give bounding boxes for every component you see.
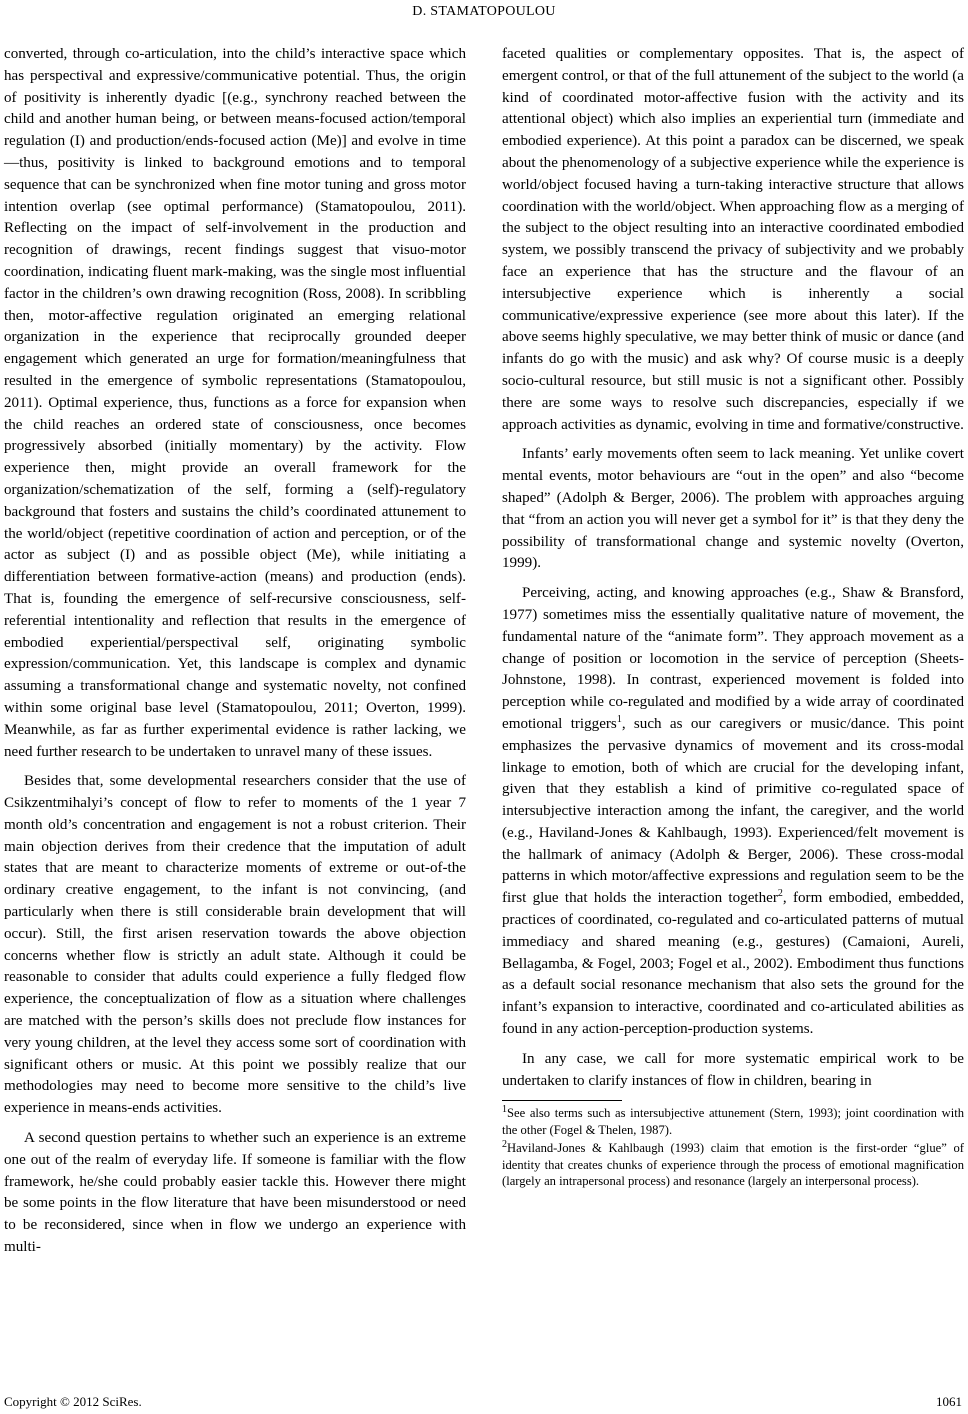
footnote (502, 1140, 964, 1189)
body-paragraph: faceted qualities or complementary opposites. That is, the aspect of emergent control, or that of the full attunement of the subject to the world (a kind of coordinated motor-affective fusion with the activity and its attentional object) which also implies an experiential turn (immediate and embodied experience). At this point a paradox can be discerned, we speak about the phenomenology of a subjective experience while the experience is world/object focused having a turn-taking interactive structure that allows coordination with the world/object. When approaching flow as a merging of the subject to the object resulting into an interactive coordinated embodied system, we possibly transcend the privacy of subjectivity and we probably face an experience that has the structure and the flavour of an intersubjective experience which is inherently a social communicative/expressive experience (see more about this later). If the above seems highly speculative, we may better think of music or dance (and infants do go with the music) and ask why? Of course music is a deeply socio-cultural resource, but still music is not a significant other. Possibly there are some ways to resolve such discrepancies, especially if we approach activities as dynamic, evolving in time and formative/constructive. (502, 46, 964, 433)
paragraph-text: Perceiving, acting, and knowing approaches (e.g., Shaw & Bransford, 1977) sometimes miss the essentially qualitative nature of movement, the fundamental nature of the “animate form”. They approach movement as a change of position or locomotion in the service of perception (Sheets-Johnstone, 1998). In contrast, experienced movement is folded into perception while co-regulated and modified by a wide array of coordinated emotional triggers (502, 585, 964, 732)
paragraph-text: , form embodied, embedded, practices of coordinated, co-regulated and co-articulated patterns of mutual immediacy and shared meaning (e.g., gestures) (Camaioni, Aureli, Bellagamba, & Fogel, 2003; Fogel et al., 2002). Embodiment thus functions as a default social resonance mechanism that also sets the ground for the infant’s expansion to interactive, coordinated and co-articulated abilities as found in any action-perception-production systems. (502, 890, 965, 1038)
right-column (502, 44, 964, 1191)
body-paragraph: Infants’ early movements often seem to lack meaning. Yet unlike covert mental events, motor behaviours are “out in the open” and also “become shaped” (Adolph & Berger, 2006). The problem with approaches arguing that “from an action you will never get a symbol for it” is that they deny the possibility of transformational change and systemic novelty (Overton, 1999). (502, 446, 964, 572)
body-paragraph (502, 583, 964, 1041)
footnote (502, 1105, 964, 1138)
footnote-marker: 1 (616, 713, 622, 725)
footnote-text: See also terms such as intersubjective attunement (Stern, 1993); joint coordination with the other (Fogel & Thelen, 1987). (502, 1106, 964, 1137)
body-paragraph: In any case, we call for more systematic empirical work to be undertaken to clarify instances of flow in children, bearing in (502, 1050, 964, 1089)
left-column (4, 44, 466, 1267)
copyright-notice: Copyright © 2012 SciRes. (4, 1394, 142, 1409)
footnote-marker: 2 (777, 888, 783, 900)
running-head: D. STAMATOPOULOU (412, 4, 556, 19)
body-paragraph: Besides that, some developmental researchers consider that the use of Csikzentmihalyi’s concept of flow to refer to moments of the 1 year 7 month old’s concentration and engagement is not a robust criterion. Their main objection derives from their credence that the imputation of adult states that are meant to characterize moments of extreme or out-of-the ordinary creative engagement, to the infant is not convincing, (and particularly when there is still considerable brain development that will occur). Still, the first arisen reservation towards the above objection concerns whether flow is strictly an adult state. Although it could be reasonable to consider that adults could experience a fully fledged flow experience, the conceptualization of flow as a situation where challenges are matched with the person’s skills does not preclude flow instances for very young children, at the level they access some sort of coordination with significant others or music. At this point we possibly realize that our methodologies may need to become more sensitive to the child’s live experience in means-ends activities. (4, 773, 466, 1117)
paragraph-text: , such as our caregivers or music/dance. This point emphasizes the pervasive dynamics of movement and its cross-modal linkage to emotion, both of which are crucial for the developing infant, given that they establish a kind of primitive co-regulated space of intersubjective interaction among the infant, the caregiver, and the world (e.g., Haviland-Jones & Kahlbaugh, 1993). Experienced/felt movement is the hallmark of animacy (Adolph & Berger, 2006). These cross-modal patterns in which motor/affective expressions and regulation seem to be the first glue that holds the interaction together (502, 715, 964, 907)
footnote-mark: 1 (502, 1104, 507, 1116)
body-paragraph: converted, through co-articulation, into the child’s interactive space which has perspectival and expressive/communicative potential. Thus, the origin of positivity is inherently dyadic [(e.g., synchrony reached between the child and another human being, or between means-focused action/temporal regulation (I) and production/ends-focused action (Me)] and evolve in time—thus, positivity is linked to background emotions and to temporal sequence that can be synchronized when fine motor tuning and gross motor intention overlap (see optimal performance) (Stamatopoulou, 2011). Reflecting on the impact of self-involvement in the production and recognition of drawings, recent findings suggest that visuo-motor coordination, indicating fluent mark-making, was the single most influential factor in the children’s own drawing recognition (Ross, 2008). In scribbling then, motor-affective regulation originated an emerging relational organization in the experience that reciprocally grounded deeper engagement which generated an urge for formation/meaningfulness that resulted in the emergence of symbolic representations (Stamatopoulou, 2011). Optimal experience, thus, functions as a force for expansion when the child reaches an ordered state of consciousness, once becomes progressively absorbed (initially momentary) by the activity. Flow experience then, might provide an overall framework for the organization/schematization of the self, forming a (self)-regulatory background that fosters and sustains the child’s coordinated attunement to the world/object (repetitive coordination of action and perception, or of the actor as subject (I) and as possible object (Me), while initiating a differentiation between formative-action (means) and production (ends). That is, founding the emergence of self-recursive consciousness, self-referential intentionality and reflection that results in the emergence of embodied experiential/perspectival self, originating symbolic expression/communication. Yet, this landscape is complex and dynamic assuming a transformational change and systematic novelty, not confined within some original base level (Stamatopoulou, 2011; Overton, 1999). Meanwhile, as far as further experimental evidence is rather lacking, we need further research to be undertaken to unravel many of these issues. (4, 46, 466, 760)
footnote-divider (502, 1100, 622, 1101)
footnote-text: Haviland-Jones & Kahlbaugh (1993) claim that emotion is the first-order “glue” of identity that creates chunks of experience through the process of emotional magnification (largely an intrapersonal process) and resonance (largely an interpersonal process). (502, 1141, 964, 1189)
footnote-mark: 2 (502, 1139, 507, 1151)
body-paragraph: A second question pertains to whether such an experience is an extreme one out of the realm of everyday life. If someone is familiar with the flow framework, he/she could probably easier tackle this. However there might be some points in the flow literature that have been misunderstood or need to be reconsidered, since when in flow we undergo an experience with multi- (4, 1130, 466, 1256)
page-number: 1061 (936, 1394, 962, 1409)
